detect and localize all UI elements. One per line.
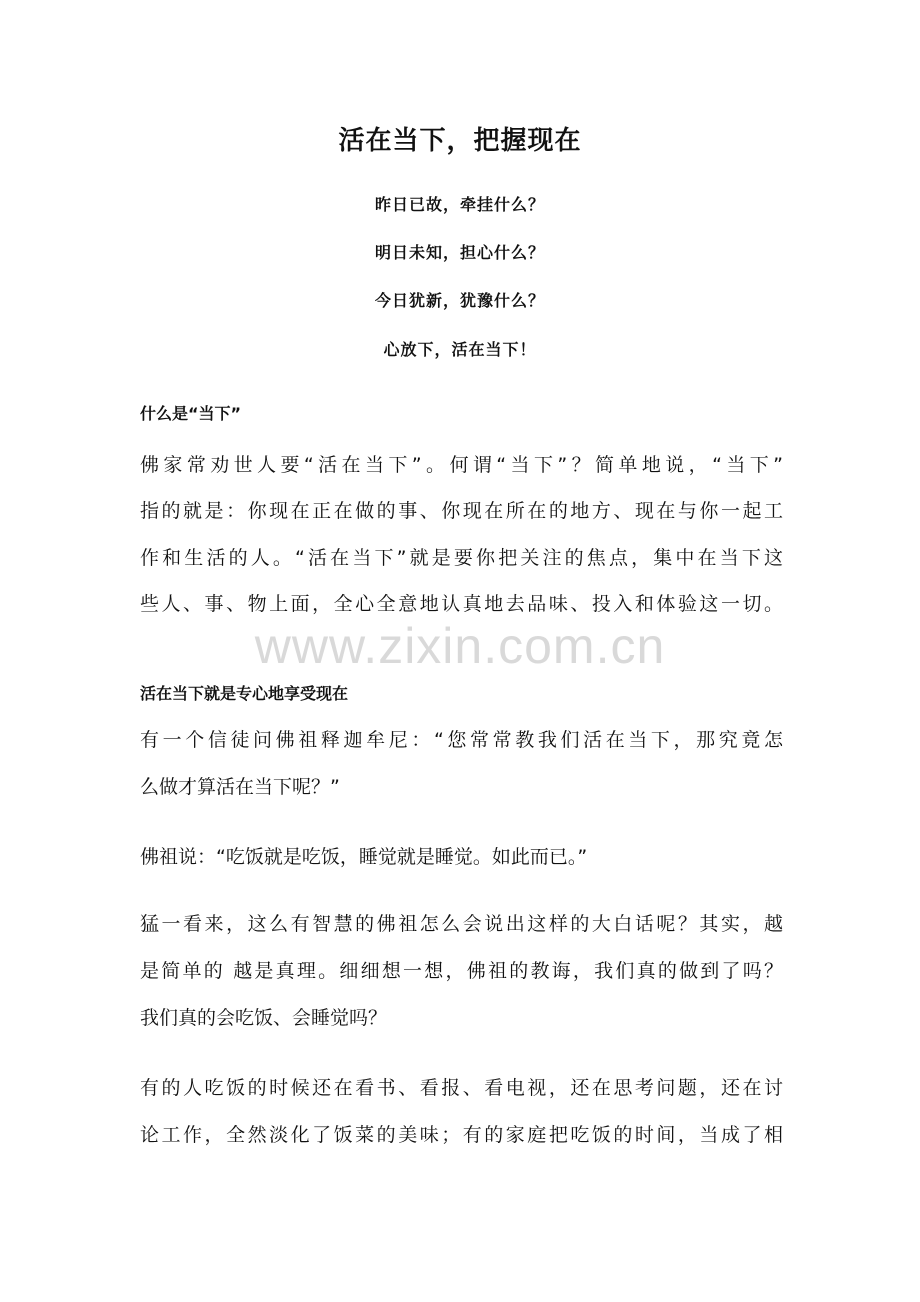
paragraph-line: 些人、事、物上面，全心全意地认真地去品味、投入和体验这一切。 — [140, 593, 783, 615]
section-heading: 活在当下就是专心地享受现在 — [140, 684, 349, 703]
paragraph-line: 是简单的 越是真理。细细想一想，佛祖的教诲，我们真的做到了吗？ — [140, 960, 783, 982]
paragraph-line: 佛祖说：“吃饭就是吃饭，睡觉就是睡觉。如此而已。” — [140, 846, 588, 868]
paragraph-line: 指的就是：你现在正在做的事、你现在所在的地方、现在与你一起工 — [140, 500, 783, 522]
paragraph-line: 我们真的会吃饭、会睡觉吗？ — [140, 1007, 388, 1029]
paragraph-line: 佛家常劝世人要“活在当下”。何谓“当下”？简单地说，“当下” — [140, 454, 783, 476]
watermark: www.zixin.com.cn — [254, 618, 666, 674]
poem-line: 心放下，活在当下！ — [383, 340, 537, 359]
poem-line: 今日犹新，犹豫什么？ — [374, 291, 545, 310]
poem-line: 明日未知，担心什么？ — [374, 243, 545, 262]
document-title: 活在当下，把握现在 — [338, 126, 582, 156]
section-heading: 什么是“当下” — [140, 404, 242, 423]
paragraph-line: 有的人吃饭的时候还在看书、看报、看电视，还在思考问题，还在讨 — [140, 1077, 783, 1099]
poem-line: 昨日已故，牵挂什么？ — [374, 195, 545, 214]
paragraph-line: 有一个信徒问佛祖释迦牟尼：“您常常教我们活在当下，那究竟怎 — [140, 729, 783, 751]
paragraph-line: 论工作，全然淡化了饭菜的美味；有的家庭把吃饭的时间，当成了相 — [140, 1124, 783, 1146]
paragraph-line: 么做才算活在当下呢？” — [140, 776, 340, 798]
paragraph-line: 作和生活的人。“活在当下”就是要你把关注的焦点，集中在当下这 — [140, 547, 783, 569]
paragraph-line: 猛一看来，这么有智慧的佛祖怎么会说出这样的大白话呢？其实，越 — [140, 913, 783, 935]
